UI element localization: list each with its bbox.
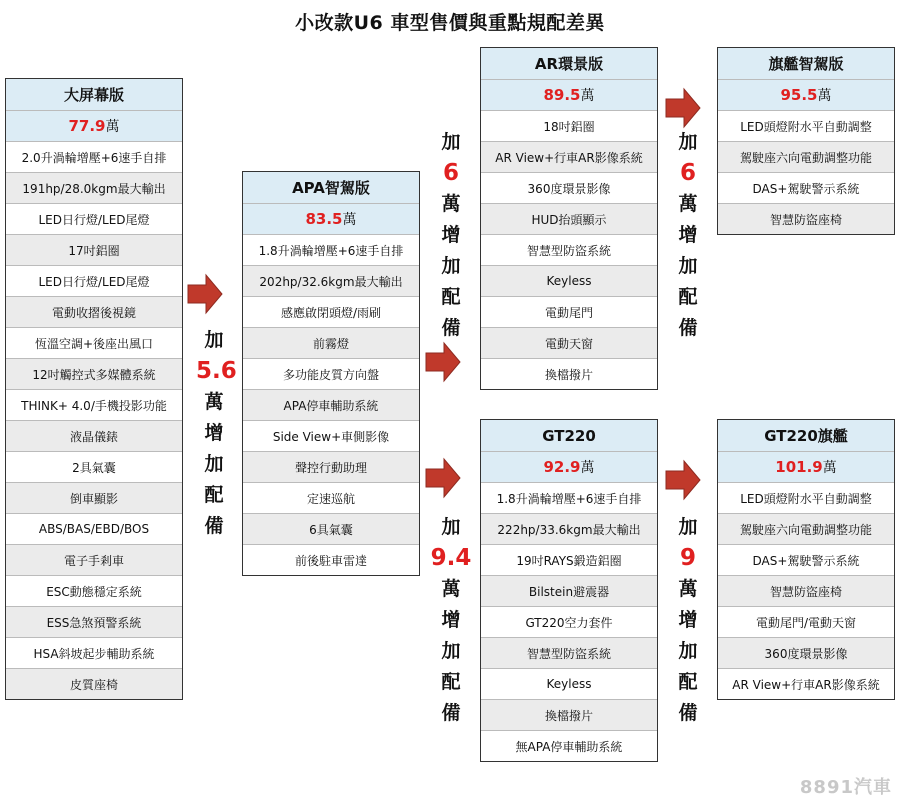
increment-char: 加	[678, 255, 698, 277]
price-cell	[481, 451, 657, 482]
increment-char: 加	[204, 453, 224, 475]
price-unit: 萬	[105, 119, 120, 135]
price-value: 101.9	[775, 458, 823, 476]
arrow-right-icon	[664, 87, 702, 129]
spec-row: 191hp/28.0kgm最大輸出	[6, 172, 182, 203]
price-value: 95.5	[780, 86, 818, 104]
increment-char: 增	[441, 224, 461, 246]
arrow-right-icon	[424, 457, 462, 499]
increment-label	[670, 127, 706, 344]
spec-row: ABS/BAS/EBD/BOS	[6, 513, 182, 544]
spec-row: 2具氣囊	[6, 451, 182, 482]
spec-row: 電動收摺後視鏡	[6, 296, 182, 327]
spec-row: 無APA停車輔助系統	[481, 730, 657, 761]
spec-row: LED頭燈附水平自動調整	[718, 110, 894, 141]
spec-row: ESC動態穩定系統	[6, 575, 182, 606]
table-ar	[480, 47, 658, 390]
spec-row: 多功能皮質方向盤	[243, 358, 419, 389]
table-title: GT220旗艦	[718, 420, 894, 451]
increment-amount: 9.4	[430, 545, 472, 571]
price-cell	[718, 79, 894, 110]
increment-amount: 9	[679, 545, 696, 571]
spec-row: 智慧型防盜系統	[481, 234, 657, 265]
price-unit: 萬	[822, 460, 837, 476]
increment-char: 加	[678, 640, 698, 662]
spec-row: 液晶儀錶	[6, 420, 182, 451]
spec-row: 6具氣囊	[243, 513, 419, 544]
spec-row: APA停車輔助系統	[243, 389, 419, 420]
price-cell	[6, 110, 182, 141]
price-unit: 萬	[817, 88, 832, 104]
watermark: 8891汽車	[799, 777, 892, 798]
increment-char: 備	[678, 702, 698, 724]
price-unit: 萬	[580, 88, 595, 104]
price-cell	[718, 451, 894, 482]
increment-label	[430, 512, 472, 729]
spec-row: 倒車顯影	[6, 482, 182, 513]
spec-row: Bilstein避震器	[481, 575, 657, 606]
increment-char: 備	[441, 702, 461, 724]
increment-char: 加	[441, 640, 461, 662]
increment-char: 萬	[678, 578, 698, 600]
spec-row: 智慧防盜座椅	[718, 575, 894, 606]
increment-char: 配	[678, 671, 698, 693]
spec-row: 1.8升渦輪增壓+6速手自排	[243, 234, 419, 265]
price-value: 83.5	[305, 210, 343, 228]
spec-row: 202hp/32.6kgm最大輸出	[243, 265, 419, 296]
increment-char: 加	[441, 255, 461, 277]
increment-prefix: 加	[441, 516, 461, 538]
increment-amount: 6	[679, 160, 696, 186]
spec-row: 電動尾門/電動天窗	[718, 606, 894, 637]
table-title: APA智駕版	[243, 172, 419, 203]
increment-char: 配	[441, 671, 461, 693]
increment-char: 萬	[204, 391, 224, 413]
table-gt220	[480, 419, 658, 762]
increment-char: 萬	[441, 578, 461, 600]
spec-row: ESS急煞預警系統	[6, 606, 182, 637]
price-value: 89.5	[543, 86, 581, 104]
increment-char: 萬	[678, 193, 698, 215]
price-cell	[243, 203, 419, 234]
arrow-right-icon	[186, 273, 224, 315]
spec-row: 換檔撥片	[481, 699, 657, 730]
increment-prefix: 加	[204, 329, 224, 351]
increment-prefix: 加	[678, 516, 698, 538]
increment-char: 增	[678, 224, 698, 246]
spec-row: 智慧防盜座椅	[718, 203, 894, 234]
price-unit: 萬	[580, 460, 595, 476]
table-flagship	[717, 47, 895, 235]
spec-row: 換檔撥片	[481, 358, 657, 389]
increment-char: 增	[441, 609, 461, 631]
spec-row: 前後駐車雷達	[243, 544, 419, 575]
table-title: 大屏幕版	[6, 79, 182, 110]
arrow-right-icon	[664, 459, 702, 501]
spec-row: 222hp/33.6kgm最大輸出	[481, 513, 657, 544]
increment-char: 配	[441, 286, 461, 308]
spec-row: THINK+ 4.0/手機投影功能	[6, 389, 182, 420]
increment-char: 增	[678, 609, 698, 631]
spec-row: 360度環景影像	[481, 172, 657, 203]
spec-row: 電子手剎車	[6, 544, 182, 575]
table-base	[5, 78, 183, 700]
table-apa	[242, 171, 420, 576]
increment-amount: 5.6	[196, 358, 237, 384]
increment-label	[196, 325, 237, 542]
spec-row: 360度環景影像	[718, 637, 894, 668]
spec-row: LED頭燈附水平自動調整	[718, 482, 894, 513]
increment-amount: 6	[442, 160, 459, 186]
table-title: GT220	[481, 420, 657, 451]
table-title: AR環景版	[481, 48, 657, 79]
increment-label	[670, 512, 706, 729]
price-value: 92.9	[543, 458, 581, 476]
spec-row: 電動尾門	[481, 296, 657, 327]
spec-row: HUD抬頭顯示	[481, 203, 657, 234]
table-title: 旗艦智駕版	[718, 48, 894, 79]
spec-row: 感應啟閉頭燈/雨刷	[243, 296, 419, 327]
spec-row: 18吋鋁圈	[481, 110, 657, 141]
spec-row: LED日行燈/LED尾燈	[6, 265, 182, 296]
spec-row: 駕駛座六向電動調整功能	[718, 141, 894, 172]
spec-row: DAS+駕駛警示系統	[718, 172, 894, 203]
spec-row: 12吋觸控式多媒體系統	[6, 358, 182, 389]
page-title: 小改款U6 車型售價與重點規配差異	[295, 12, 605, 34]
price-unit: 萬	[342, 212, 357, 228]
spec-row: 恆溫空調+後座出風口	[6, 327, 182, 358]
table-gt220f	[717, 419, 895, 700]
spec-row: HSA斜坡起步輔助系統	[6, 637, 182, 668]
spec-row: 電動天窗	[481, 327, 657, 358]
spec-row: 17吋鋁圈	[6, 234, 182, 265]
increment-char: 配	[678, 286, 698, 308]
spec-row: 聲控行動助理	[243, 451, 419, 482]
spec-row: 駕駛座六向電動調整功能	[718, 513, 894, 544]
spec-row: 2.0升渦輪增壓+6速手自排	[6, 141, 182, 172]
price-value: 77.9	[68, 117, 106, 135]
increment-char: 增	[204, 422, 224, 444]
increment-char: 備	[204, 515, 224, 537]
spec-row: 定速巡航	[243, 482, 419, 513]
increment-char: 配	[204, 484, 224, 506]
increment-prefix: 加	[441, 131, 461, 153]
increment-char: 備	[441, 317, 461, 339]
spec-row: Side View+車側影像	[243, 420, 419, 451]
arrow-right-icon	[424, 341, 462, 383]
spec-row: 皮質座椅	[6, 668, 182, 699]
increment-char: 備	[678, 317, 698, 339]
spec-row: LED日行燈/LED尾燈	[6, 203, 182, 234]
price-cell	[481, 79, 657, 110]
spec-row: 1.8升渦輪增壓+6速手自排	[481, 482, 657, 513]
spec-row: AR View+行車AR影像系統	[718, 668, 894, 699]
spec-row: 智慧型防盜系統	[481, 637, 657, 668]
spec-row: Keyless	[481, 265, 657, 296]
spec-row: Keyless	[481, 668, 657, 699]
spec-row: GT220空力套件	[481, 606, 657, 637]
increment-label	[433, 127, 469, 344]
increment-char: 萬	[441, 193, 461, 215]
spec-row: DAS+駕駛警示系統	[718, 544, 894, 575]
increment-prefix: 加	[678, 131, 698, 153]
spec-row: AR View+行車AR影像系統	[481, 141, 657, 172]
spec-row: 19吋RAYS鍛造鋁圈	[481, 544, 657, 575]
spec-row: 前霧燈	[243, 327, 419, 358]
